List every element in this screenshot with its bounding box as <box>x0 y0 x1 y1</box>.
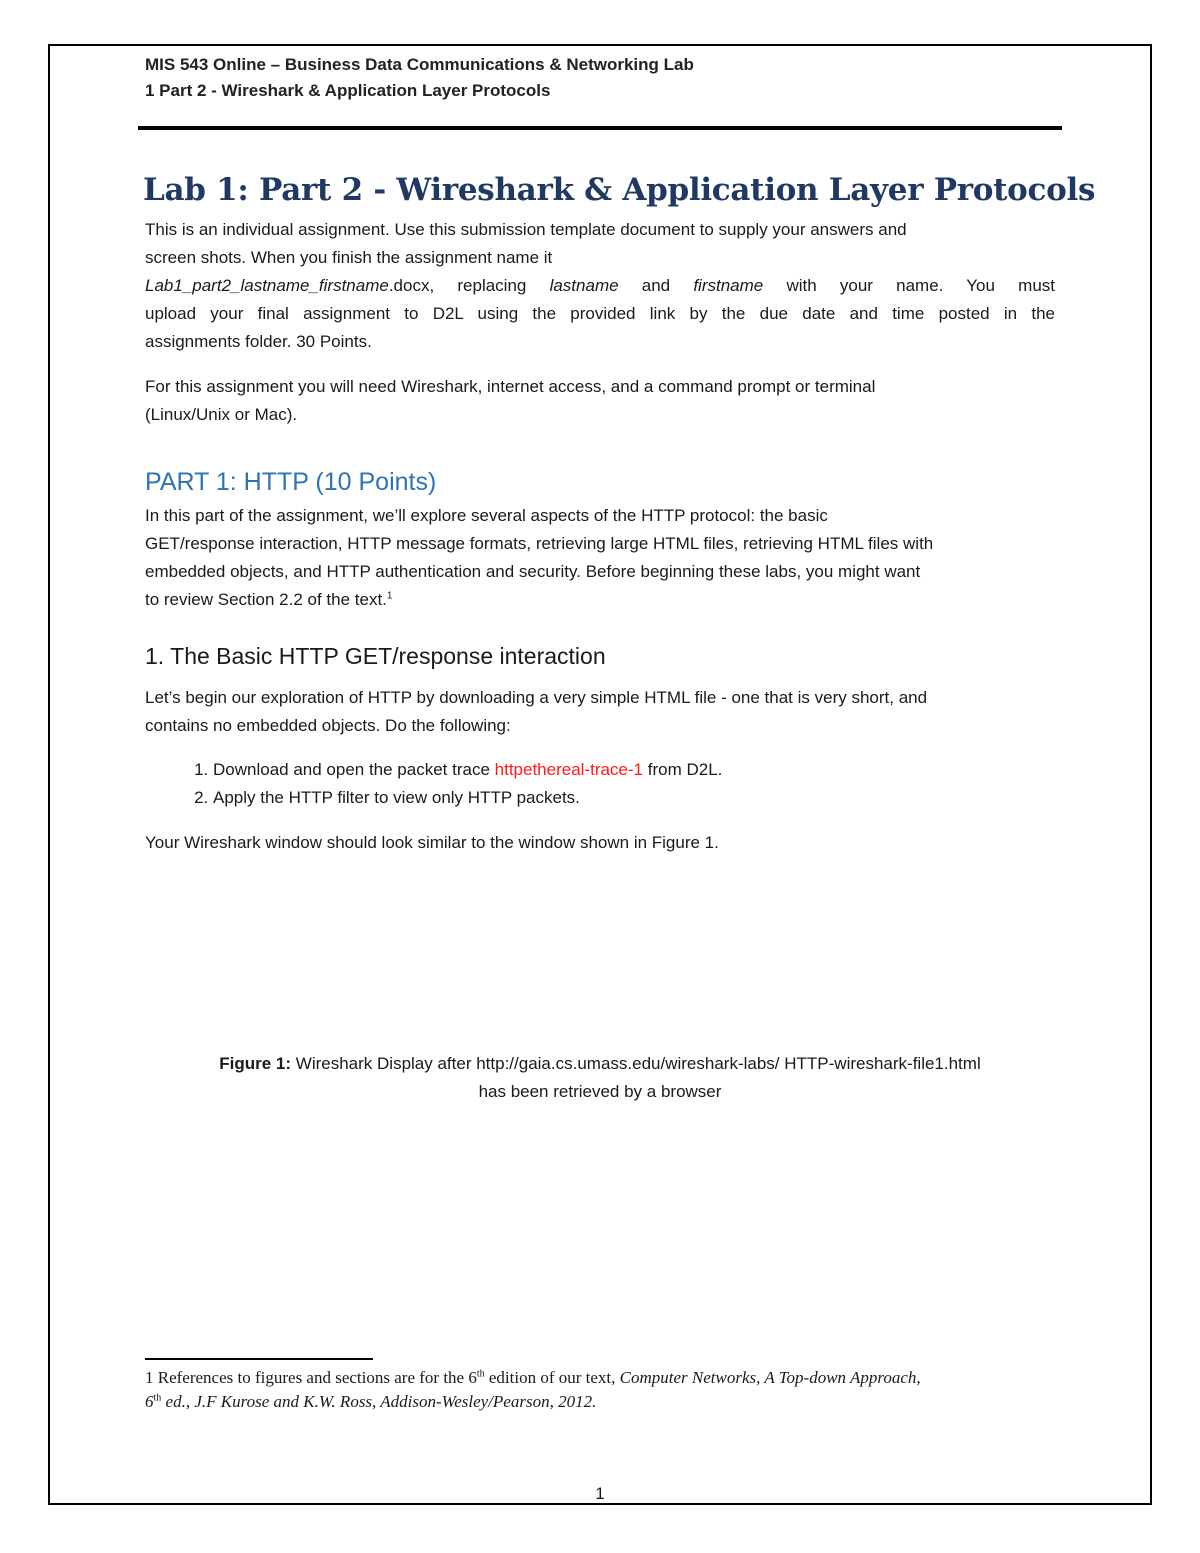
section1-line-1: Let’s begin our exploration of HTTP by downloading a very simple HTML file - one that is very short, and <box>145 688 928 707</box>
filename-template: Lab1_part2_lastname_firstname <box>145 276 389 295</box>
page-number: 1 <box>595 1484 605 1503</box>
lastname-word: lastname <box>549 276 619 295</box>
intro-line-5: assignments folder. 30 Points. <box>145 332 372 351</box>
footnote-ref[interactable]: 1 <box>386 590 393 602</box>
firstname-word: firstname <box>693 276 764 295</box>
section1-paragraph <box>145 684 1055 740</box>
list-item: 2. Apply the HTTP filter to view only HTTP packets. <box>213 784 1053 812</box>
intro-line-4: upload your final assignment to D2L using the provided link by the due date and time posted in the <box>145 304 1055 323</box>
section1-line-2: contains no embedded objects. Do the following: <box>145 716 511 735</box>
intro-line-2: screen shots. When you finish the assignment name it <box>145 248 553 267</box>
trace-file-name: httpethereal-trace-1 <box>494 760 644 779</box>
running-header <box>145 52 694 104</box>
header-rule <box>138 126 1062 130</box>
section1-heading: 1. The Basic HTTP GET/response interaction <box>145 643 606 669</box>
requirements-line-2: (Linux/Unix or Mac). <box>145 405 298 424</box>
part1-line-3: embedded objects, and HTTP authentication and security. Before beginning these labs, you might want <box>145 562 921 581</box>
header-line-2: 1 Part 2 - Wireshark & Application Layer Protocols <box>145 81 551 100</box>
footnote: 1 References to figures and sections are for the 6th edition of our text, Computer Networks, A Top-down Approach, 6th ed., J.F Kurose and K.W. Ross, Addison-Wesley/Pearson, 2012. <box>145 1368 921 1411</box>
requirements-paragraph <box>145 373 1055 429</box>
page-title: Lab 1: Part 2 - Wireshark & Application Layer Protocols <box>143 172 1096 208</box>
part1-line-1: In this part of the assignment, we’ll explore several aspects of the HTTP protocol: the basic <box>145 506 828 525</box>
intro-paragraph <box>145 216 1055 356</box>
list-item: 1. Download and open the packet trace httpethereal-trace-1 from D2L. <box>213 756 1053 784</box>
part1-line-4: to review Section 2.2 of the text.$^1$ <box>145 590 393 609</box>
figure-caption: Figure 1: Wireshark Display after http://gaia.cs.umass.edu/wireshark-labs/ HTTP-wireshark-file1.html has been retrieved by a browser <box>219 1054 981 1101</box>
requirements-line-1: For this assignment you will need Wireshark, internet access, and a command prompt or terminal <box>145 377 876 396</box>
after-steps-text: Your Wireshark window should look similar to the window shown in Figure 1. <box>145 833 719 852</box>
steps-list <box>145 756 1053 812</box>
part1-paragraph <box>145 502 1055 614</box>
intro-line-1: This is an individual assignment. Use this submission template document to supply your answers and <box>145 220 907 239</box>
part1-line-2: GET/response interaction, HTTP message formats, retrieving large HTML files, retrieving HTML files with <box>145 534 934 553</box>
footnote-separator <box>145 1358 373 1360</box>
figure-label: Figure 1 <box>219 1054 286 1073</box>
part1-heading: PART 1: HTTP (10 Points) <box>145 468 437 496</box>
intro-line-3: Lab1_part2_lastname_firstname.docx, replacing lastname and firstname with your name. You must <box>145 276 1056 295</box>
header-line-1: MIS 543 Online – Business Data Communications & Networking Lab <box>145 55 694 74</box>
